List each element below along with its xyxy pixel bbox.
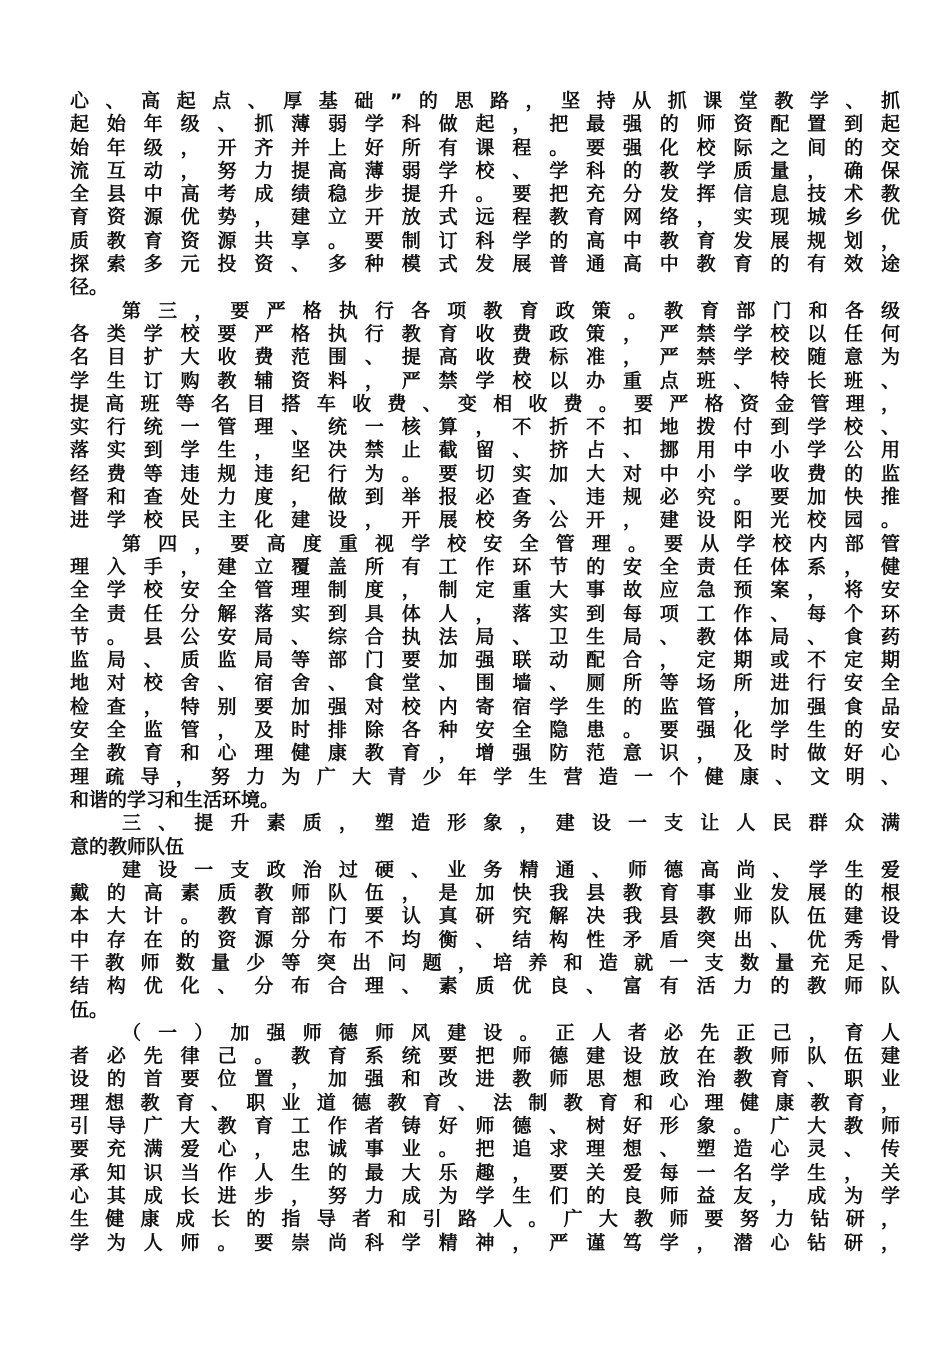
- text-line: 全县中高考成绩稳步提升。要把充分发挥信息技术教: [70, 183, 900, 206]
- text-line: 提高班等名目搭车收费、变相收费。要严格资金管理，: [70, 392, 900, 415]
- text-line: 心、高起点、厚基础”的思路，坚持从抓课堂教学、抓: [70, 90, 900, 112]
- text-line: 节。县公安局、综合执法局、卫生局、教体局、食药: [70, 625, 900, 648]
- text-line: 起始年级、抓薄弱学科做起，把最强的师资配置到起: [70, 113, 900, 136]
- text-line: 督和查处力度，做到举报必查、违规必究。要加快推: [70, 486, 900, 509]
- text-line: 实行统一管理、统一核算，不折不扣地拨付到学校、: [70, 416, 900, 439]
- paragraph-heading-line: 第三，要严格执行各项教育政策。教育部门和各级: [122, 299, 900, 322]
- text-line: 本大计。教育部门要认真研究解决我县教师队伍建设: [70, 905, 900, 928]
- text-line: 承知识当作人生的最大乐趣，要关爱每一名学生，关: [70, 1161, 900, 1184]
- text-line: 生健康成长的指导者和引路人。广大教师要努力钻研，: [70, 1208, 900, 1231]
- text-line: 者必先律己。教育系统要把师德建设放在教师队伍建: [70, 1045, 900, 1068]
- text-line: 检查，特别要加强对校内寄宿学生的监管，加强食品: [70, 695, 900, 718]
- text-line: 质教育资源共享。要制订科学的高中教育发展规划，: [70, 229, 900, 252]
- text-line: 心其成长进步，努力成为学生们的良师益友，成为学: [70, 1184, 900, 1207]
- text-line: 地对校舍、宿舍、食堂、围墙、厕所等场所进行安全: [70, 672, 900, 695]
- section-heading-line: 意的教师队伍: [70, 835, 185, 858]
- text-line: 始年级，开齐并上好所有课程。要强化校际之间的交: [70, 136, 900, 159]
- text-line: 学生订购教辅资料，严禁学校以办重点班、特长班、: [70, 369, 900, 392]
- text-line: 中存在的资源分布不均衡、结构性矛盾突出、优秀骨: [70, 928, 900, 951]
- text-line: 全责任分解落实到具体人，落实到每项工作、每个环: [70, 602, 900, 625]
- text-line: 探索多元投资、多种模式发展普通高中教育的有效途: [70, 253, 900, 276]
- text-line: 经费等违规违纪行为。要切实加大对中小学收费的监: [70, 462, 900, 485]
- text-line: 径。: [70, 276, 109, 299]
- text-line: 名目扩大收费范围、提高收费标准，严禁学校随意为: [70, 346, 900, 369]
- text-line: 落实到学生，坚决禁止截留、挤占、挪用中小学公用: [70, 439, 900, 462]
- paragraph-heading-line: （一）加强师德师风建设。正人者必先正己，育人: [122, 1021, 900, 1044]
- section-heading-line: 三、提升素质，塑造形象，建设一支让人民群众满: [122, 812, 900, 835]
- text-line: 全学校安全管理制度，制定重大事故应急预案，将安: [70, 579, 900, 602]
- text-line: 进学校民主化建设，开展校务公开，建设阳光校园。: [70, 509, 900, 532]
- text-line: 各类学校要严格执行教育收费政策，严禁学校以任何: [70, 322, 900, 345]
- text-line: 戴的高素质教师队伍，是加快我县教育事业发展的根: [70, 882, 900, 905]
- text-line: 安全监管，及时排除各种安全隐患。要强化学生的安: [70, 719, 900, 742]
- paragraph-heading-line: 建设一支政治过硬、业务精通、师德高尚、学生爱: [122, 858, 900, 881]
- text-line: 学为人师。要崇尚科学精神，严谨笃学，潜心钻研，: [70, 1231, 900, 1254]
- text-line: 伍。: [70, 998, 109, 1021]
- text-line: 结构优化、分布合理、素质优良、富有活力的教师队: [70, 975, 900, 998]
- text-line: 育资源优势，建立开放式远程教育网络，实现城乡优: [70, 206, 900, 229]
- text-line: 流互动，努力提高薄弱学校、学科的教学质量，确保: [70, 159, 900, 182]
- text-line: 理疏导，努力为广大青少年学生营造一个健康、文明、: [70, 765, 900, 788]
- text-line: 理入手，建立覆盖所有工作环节的安全责任体系，健: [70, 555, 900, 578]
- text-line: 要充满爱心，忠诚事业。把追求理想、塑造心灵、传: [70, 1138, 900, 1161]
- document-body: [70, 90, 900, 1255]
- text-line: 理想教育、职业道德教育、法制教育和心理健康教育，: [70, 1091, 900, 1114]
- text-line: 设的首要位置，加强和改进教师思想政治教育、职业: [70, 1068, 900, 1091]
- paragraph-heading-line: 第四，要高度重视学校安全管理。要从学校内部管: [122, 532, 900, 555]
- text-line: 和谐的学习和生活环境。: [70, 788, 280, 811]
- text-line: 监局、质监局等部门要加强联动配合，定期或不定期: [70, 649, 900, 672]
- text-line: 全教育和心理健康教育，增强防范意识，及时做好心: [70, 742, 900, 765]
- text-line: 干教师数量少等突出问题，培养和造就一支数量充足、: [70, 951, 900, 974]
- text-line: 引导广大教育工作者铸好师德、树好形象。广大教师: [70, 1115, 900, 1138]
